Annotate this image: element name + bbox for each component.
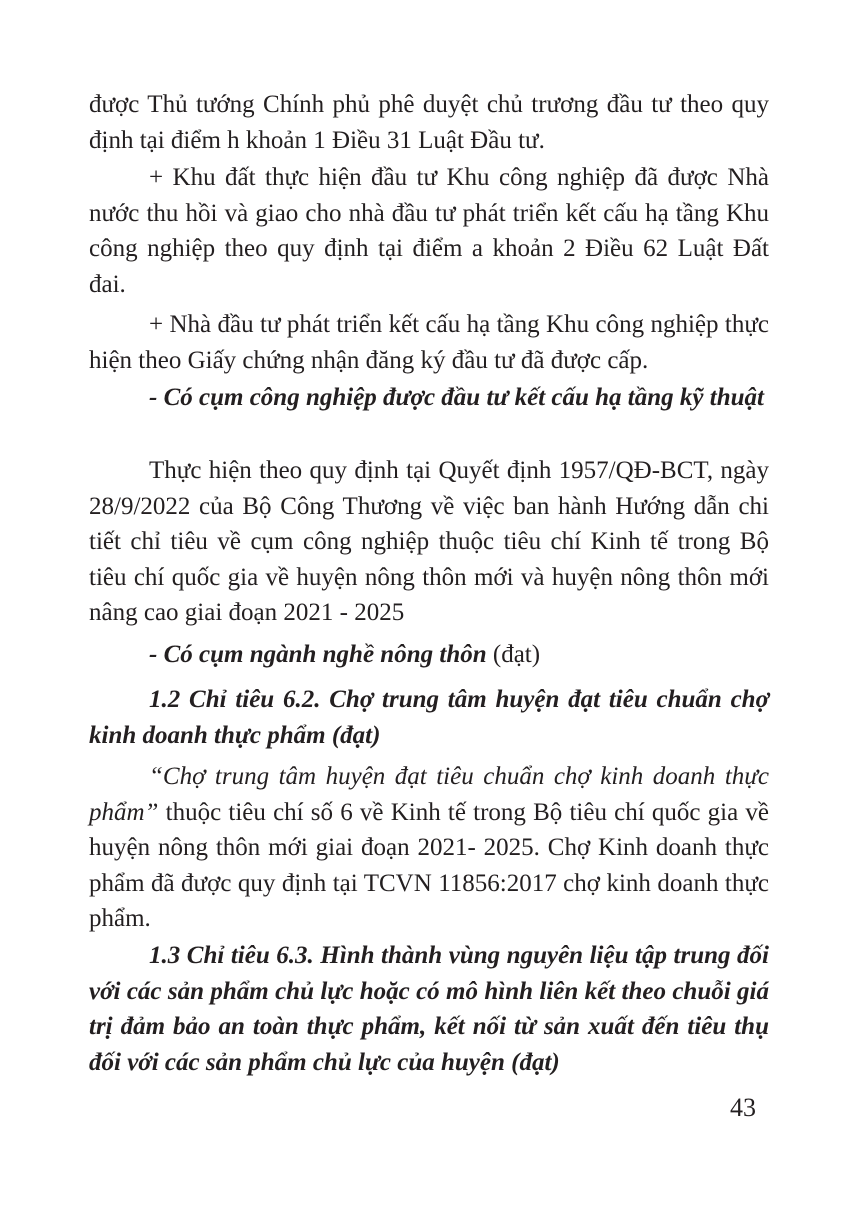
paragraph-continuation: được Thủ tướng Chính phủ phê duyệt chủ trương đầu tư theo quy định tại điểm h khoản 1 Điều 31 Luật Đầu tư. bbox=[89, 91, 769, 154]
paragraph-land-plot: + Khu đất thực hiện đầu tư Khu công nghiệp đã được Nhà nước thu hồi và giao cho nhà đầu tư phát triển kết cấu hạ tầng Khu công nghiệp theo quy định tại điểm a khoản 2 Điều 62 Luật Đất đai. bbox=[89, 164, 769, 298]
heading-rural-craft-cluster bbox=[89, 637, 769, 673]
heading-rural-craft-cluster-title: - Có cụm ngành nghề nông thôn bbox=[149, 641, 487, 668]
paragraph-investor: + Nhà đầu tư phát triển kết cấu hạ tầng Khu công nghiệp thực hiện theo Giấy chứng nhận đăng ký đầu tư đã được cấp. bbox=[89, 311, 769, 374]
heading-indicator-6-3: 1.3 Chỉ tiêu 6.3. Hình thành vùng nguyên liệu tập trung đối với các sản phẩm chủ lực hoặc có mô hình liên kết theo chuỗi giá trị đảm bảo an toàn thực phẩm, kết nối từ sản xuất đến tiêu thụ đối với các sản phẩm chủ lực của huyện (đạt) bbox=[89, 942, 769, 1076]
heading-rural-craft-cluster-status: (đạt) bbox=[486, 641, 541, 668]
heading-industrial-cluster: - Có cụm công nghiệp được đầu tư kết cấu hạ tầng kỹ thuật bbox=[149, 384, 764, 411]
quoted-market-standard: “Chợ trung tâm huyện đạt tiêu chuẩn chợ kinh doanh thực phẩm” bbox=[89, 763, 769, 826]
paragraph-decision-1957: Thực hiện theo quy định tại Quyết định 1957/QĐ-BCT, ngày 28/9/2022 của Bộ Công Thương về việc ban hành Hướng dẫn chi tiết chỉ tiêu về cụm công nghiệp thuộc tiêu chí Kinh tế trong Bộ tiêu chí quốc gia về huyện nông thôn mới và huyện nông thôn mới nâng cao giai đoạn 2021 - 2025 bbox=[89, 457, 769, 626]
page-number: 43 bbox=[730, 1093, 756, 1122]
heading-indicator-6-2: 1.2 Chỉ tiêu 6.2. Chợ trung tâm huyện đạt tiêu chuẩn chợ kinh doanh thực phẩm (đạt) bbox=[89, 686, 769, 749]
paragraph-food-market bbox=[89, 759, 769, 937]
paragraph-food-market-text: thuộc tiêu chí số 6 về Kinh tế trong Bộ tiêu chí quốc gia về huyện nông thôn mới giai đoạn 2021- 2025. Chợ Kinh doanh thực phẩm đã được quy định tại TCVN 11856:2017 chợ kinh doanh thực phẩm. bbox=[89, 798, 769, 932]
